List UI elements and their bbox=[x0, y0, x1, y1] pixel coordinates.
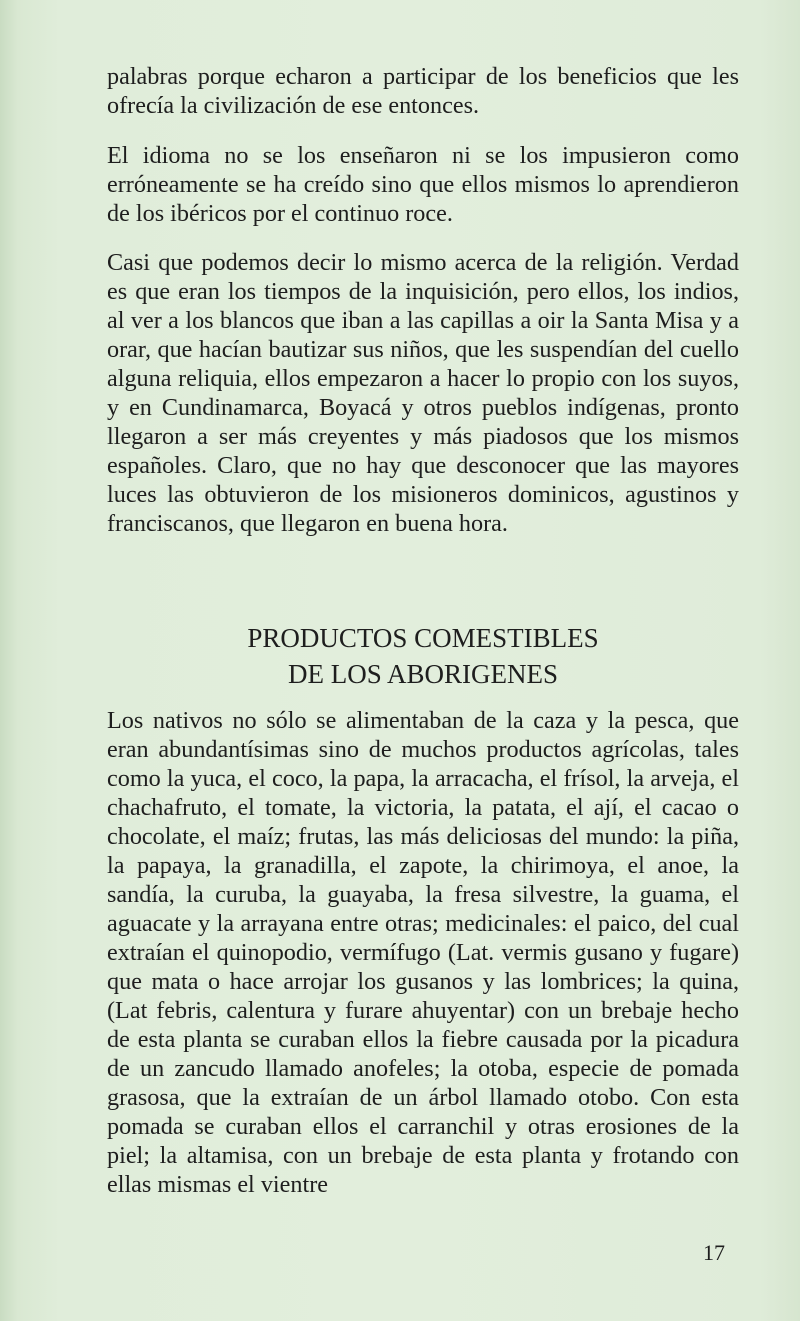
paragraph-2: El idioma no se los enseñaron ni se los impusieron como erróneamente se ha creído sino que ellos mismos lo aprendieron de los ibéricos por el continuo roce. bbox=[107, 142, 739, 227]
paragraph-1: palabras porque echaron a participar de los beneficios que les ofrecía la civilización de ese entonces. bbox=[107, 63, 739, 119]
section-heading bbox=[107, 620, 739, 692]
heading-line-2: DE LOS ABORIGENES bbox=[287, 659, 558, 689]
heading-line-1: PRODUCTOS COMESTIBLES bbox=[247, 623, 599, 653]
paragraph-4: Los nativos no sólo se alimentaban de la caza y la pesca, que eran abundantísimas sino de muchos productos agrícolas, tales como la yuca, el coco, la papa, la arracacha, el frísol, la arveja, el chachafruto, el tomate, la victoria, la patata, el ají, el cacao o chocolate, el maíz; frutas, las más deliciosas del mundo: la piña, la papaya, la granadilla, el zapote, la chirimoya, el anoe, la sandía, la curuba, la guayaba, la fresa silvestre, la guama, el aguacate y la arrayana entre otras; medicinales: el paico, del cual extraían el quinopodio, vermífugo (Lat. vermis gusano y fugare) que mata o hace arrojar los gusanos y las lombrices; la quina, (Lat febris, calentura y furare ahuyentar) con un brebaje hecho de esta planta se curaban ellos la fiebre causada por la picadura de un zancudo llamado anofeles; la otoba, especie de pomada grasosa, que la extraían de un árbol llamado otobo. Con esta pomada se curaban ellos el carranchil y otras erosiones de la piel; la altamisa, con un brebaje de esta planta y frotando con ellas mismas el vientre bbox=[107, 707, 739, 1198]
page-number: 17 bbox=[703, 1240, 725, 1265]
paragraph-3: Casi que podemos decir lo mismo acerca de la religión. Verdad es que eran los tiempos de la inquisición, pero ellos, los indios, al ver a los blancos que iban a las capillas a oir la Santa Misa y a orar, que hacían bautizar sus niños, que les suspendían del cuello alguna reliquia, ellos empezaron a hacer lo propio con los suyos, y en Cundinamarca, Boyacá y otros pueblos indígenas, pronto llegaron a ser más creyentes y más piadosos que los mismos españoles. Claro, que no hay que desconocer que las mayores luces las obtuvieron de los misioneros dominicos, agustinos y franciscanos, que llegaron en buena hora. bbox=[107, 249, 739, 537]
